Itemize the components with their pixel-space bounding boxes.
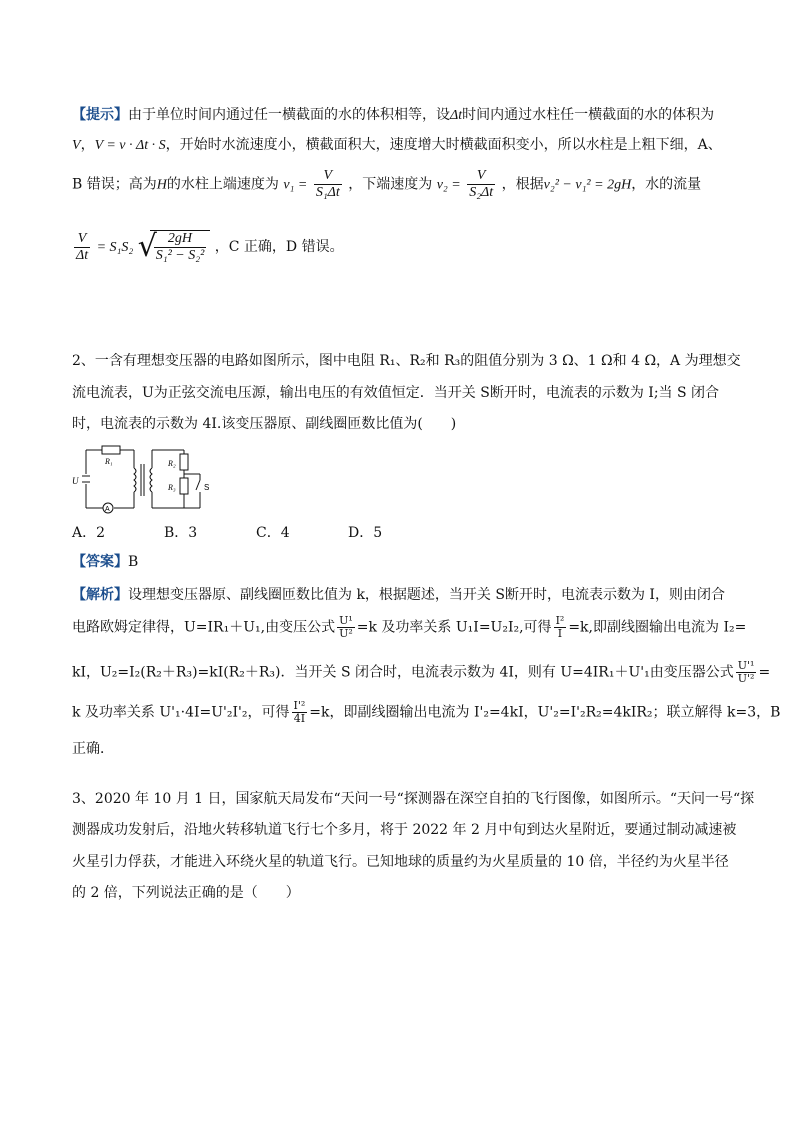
q2-line-3: 时，电流表的示数为 4I.该变压器原、副线圈匝数比值为( ) (72, 416, 457, 432)
label-r3: R₃ (168, 483, 176, 492)
hint-line-1: 【提示】由于单位时间内通过任一横截面的水的体积相等，设Δt时间内通过水柱任一横截面的水的体积为 (72, 107, 715, 123)
analysis-tag: 【解析】 (72, 587, 128, 603)
hint-tag: 【提示】 (72, 107, 128, 123)
label-u: U (72, 476, 79, 486)
analysis-line-4: k 及功率关系 U'₁·4I=U'₂I'₂，可得 $\frac{\text{I'²}}{4I}$ =k，即副线圈输出电流为 I'₂=4kI，U'₂=I'₂R₂=4kIR₂；联立解得 k=3，B (72, 699, 781, 725)
answer-tag: 【答案】 (72, 554, 128, 570)
answer-line (72, 551, 138, 571)
hint-line-4: $\frac{V}{\Delta t}$ = S₁S₂ √ $\frac{2gH}{\text{S₁² − S₂²}}$ ，C 正确，D 错误。 (76, 229, 344, 264)
frac-i2: $\frac{\text{I'²}}{4I}$ (293, 699, 306, 725)
v1-fraction: $\frac{V}{\text{S₁Δt}}$ (315, 168, 340, 200)
label-s: S (204, 483, 210, 492)
frac-i: $\frac{\text{I²}}{I}$ (555, 614, 565, 640)
choice-c: C．4 (256, 525, 290, 541)
frac-u: $\frac{\text{U¹}}{\text{U²}}$ (339, 614, 353, 640)
q3-line-2: 测器成功发射后，沿地火转移轨道飞行七个多月，将于 2022 年 2 月中旬到达火星附近，要通过制动减速被 (72, 822, 737, 838)
label-a: A (105, 506, 110, 513)
v2-fraction: $\frac{V}{\text{S₂Δt}}$ (469, 168, 494, 200)
frac-u2: $\frac{\text{U'¹}}{\text{U'²}}$ (737, 659, 755, 685)
hint-line-2: V，V = v · Δt · S，开始时水流速度小，横截面积大，速度增大时横截面积变小，所以水柱是上粗下细，A、 (72, 137, 722, 153)
q3-line-1: 3、2020 年 10 月 1 日，国家航天局发布“天问一号“探测器在深空自拍的飞行图像，如图所示。“天问一号“探 (72, 791, 755, 807)
q3-line-4: 的 2 倍，下列说法正确的是（ ） (72, 885, 300, 901)
q2-line-1: 2、一含有理想变压器的电路如图所示，图中电阻 R₁、R₂和 R₃的阻值分别为 3 Ω、1 Ω和 4 Ω，A 为理想交 (72, 353, 741, 369)
label-r1: R₁ (105, 457, 113, 466)
analysis-line-3: kI，U₂=I₂(R₂＋R₃)=kI(R₂＋R₃)．当开关 S 闭合时，电流表示数为 4I，则有 U=4IR₁＋U'₁由变压器公式 $\frac{\text{U'¹}}{\text{U'²}}$ = (72, 659, 771, 685)
choice-a: A．2 (72, 525, 106, 541)
hint-line-3: B 错误；高为H的水柱上端速度为 v₁ = $\frac{V}{\text{S₁Δt}}$ ，下端速度为 v₂ = $\frac{V}{\text{S₂Δt}}$ ，根据v₂² − v₁² = 2gH，水的流量 (72, 168, 702, 200)
q2-line-2: 流电流表，U为正弦交流电压源，输出电压的有效值恒定．当开关 S断开时，电流表的示数为 I;当 S 闭合 (72, 385, 720, 401)
analysis-line-2: 电路欧姆定律得，U=IR₁＋U₁,由变压公式 $\frac{\text{U¹}}{\text{U²}}$ =k 及功率关系 U₁I=U₂I₂,可得 $\frac{\text{I²}}{I}$ =k,即副线圈输出电流为 I₂= (72, 614, 747, 640)
label-r2: R₂ (168, 459, 176, 468)
circuit-diagram (72, 444, 232, 518)
answer-value: B (128, 554, 139, 570)
q2-choices (72, 522, 440, 542)
choice-d: D．5 (348, 525, 383, 541)
choice-b: B．3 (164, 525, 198, 541)
sqrt-expression: √ $\frac{2gH}{\text{S₁² − S₂²}}$ (138, 230, 211, 264)
q3-line-3: 火星引力俘获，才能进入环绕火星的轨道飞行。已知地球的质量约为火星质量的 10 倍，半径约为火星半径 (72, 854, 729, 870)
flow-fraction: $\frac{V}{\Delta t}$ (76, 230, 89, 263)
analysis-line-1: 【解析】设理想变压器原、副线圈匝数比值为 k，根据题述，当开关 S断开时，电流表示数为 I，则由闭合 (72, 587, 725, 603)
analysis-line-5: 正确． (72, 741, 114, 757)
